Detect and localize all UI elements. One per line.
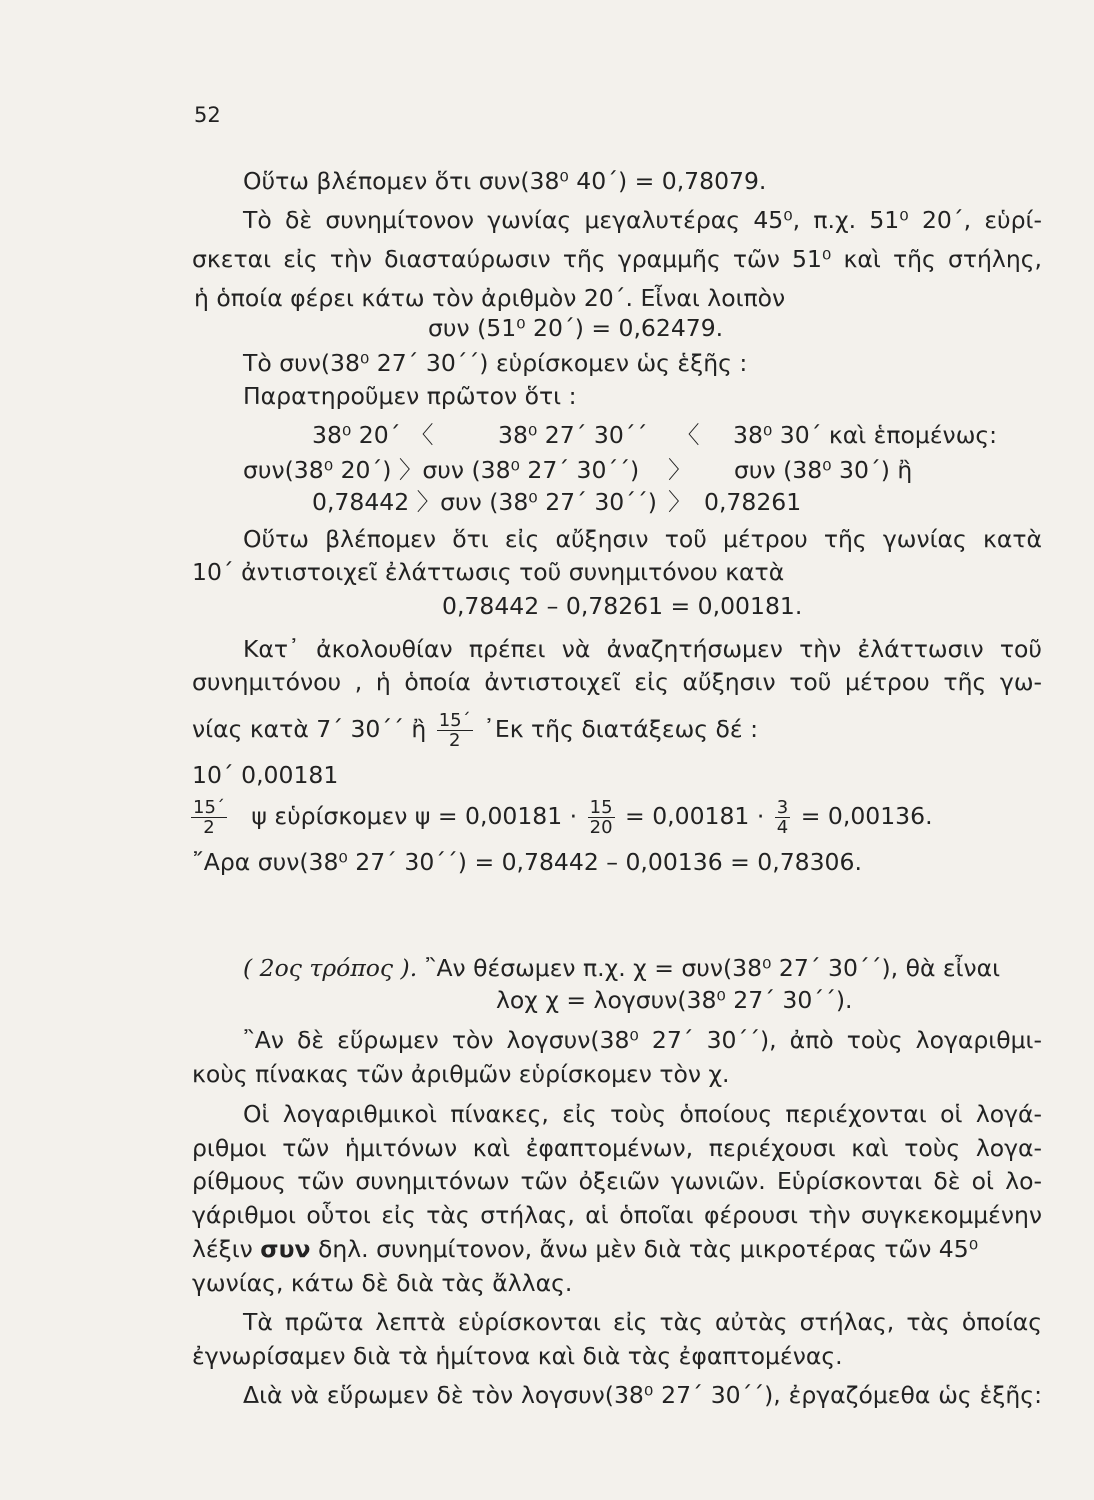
fraction-numerator: 3	[776, 797, 789, 818]
text-line-2: Τὸ δὲ συνημίτονον γωνίας μεγαλυτέρας 45⁰, π.χ. 51⁰ 20΄, εὑρί-	[243, 206, 1042, 234]
ineq-3-left: 0,78442 〉συν (38⁰ 27΄ 30΄΄)	[312, 488, 657, 516]
equation-result: ῎Αρα συν(38⁰ 27΄ 30΄΄) = 0,78442 – 0,00136 = 0,78306.	[192, 848, 862, 876]
equation-log: λοχ χ = λογσυν(38⁰ 27΄ 30΄΄).	[496, 986, 853, 1014]
text-line-27: γάριθμοι οὗτοι εἰς τὰς στήλας, αἱ ὁποῖαι φέρουσι τὴν συγκεκομμένην	[192, 1201, 1042, 1229]
text-line-7: Παρατηροῦμεν πρῶτον ὅτι :	[243, 382, 577, 410]
text-line-11: Οὕτω βλέπομεν ὅτι εἰς αὔξησιν τοῦ μέτρου τῆς γωνίας κατὰ	[243, 525, 1042, 553]
ineq-1-right: 38⁰ 30΄ καὶ ἑπομένως:	[733, 421, 998, 449]
ineq-1-sign-b: 〈	[676, 421, 700, 449]
text-line-22: ῍Αν δὲ εὕρωμεν τὸν λογσυν(38⁰ 27΄ 30΄΄), ἀπὸ τοὺς λογαριθμι-	[243, 1026, 1042, 1054]
text-line-23: κοὺς πίνακας τῶν ἀριθμῶν εὑρίσκομεν τὸν χ.	[192, 1060, 730, 1088]
psi-text-a: ψ εὑρίσκομεν ψ = 0,00181 ·	[251, 802, 578, 830]
fraction-15prime-over-2	[191, 798, 227, 837]
page-number: 52	[194, 103, 221, 127]
ineq-2-right: συν (38⁰ 30΄) ἢ	[734, 456, 913, 484]
text-line-29: γωνίας, κάτω δὲ διὰ τὰς ἄλλας.	[192, 1269, 573, 1297]
ineq-3-sign: 〉	[668, 488, 692, 516]
line-16-text-a: νίας κατὰ 7΄ 30΄΄ ἢ	[192, 715, 427, 743]
bold-word-syn: συν	[260, 1235, 311, 1263]
text-line-1: Οὕτω βλέπομεν ὅτι συν(38⁰ 40΄) = 0,78079.	[243, 167, 767, 195]
text-line-30: Τὰ πρῶτα λεπτὰ εὑρίσκονται εἰς τὰς αὐτὰς στήλας, τὰς ὁποίας	[243, 1308, 1042, 1336]
psi-text-c: = 0,00136.	[800, 802, 933, 830]
equation-difference: 0,78442 – 0,78261 = 0,00181.	[442, 592, 803, 620]
line-28-text-c: δηλ. συνημίτονον, ἄνω μὲν διὰ τὰς μικροτέρας τῶν 45⁰	[317, 1235, 979, 1263]
fraction-denominator: 2	[203, 817, 215, 838]
text-line-12: 10΄ ἀντιστοιχεῖ ἐλάττωσις τοῦ συνημιτόνου κατὰ	[192, 558, 785, 586]
ineq-1-left: 38⁰ 20΄	[312, 421, 401, 449]
ineq-3-right: 0,78261	[704, 488, 802, 516]
line-16-text-b: ᾽Εκ τῆς διατάξεως δέ :	[483, 715, 759, 743]
equation-psi	[188, 794, 933, 838]
fraction-denominator: 20	[589, 817, 613, 838]
text-line-14: Κατ᾽ ἀκολουθίαν πρέπει νὰ ἀναζητήσωμεν τὴν ἐλάττωσιν τοῦ	[243, 635, 1042, 663]
fraction-3-over-4	[775, 798, 790, 837]
text-line-15: συνημιτόνου , ἡ ὁποία ἀντιστοιχεῖ εἰς αὔξησιν τοῦ μέτρου τῆς γω-	[192, 668, 1042, 696]
text-line-16	[192, 707, 758, 751]
fraction-numerator: 15΄	[438, 710, 471, 731]
text-line-32: Διὰ νὰ εὕρωμεν δὲ τὸν λογσυν(38⁰ 27΄ 30΄΄), ἐργαζόμεθα ὡς ἑξῆς:	[243, 1381, 1042, 1409]
text-line-26: ρίθμους τῶν συνημιτόνων τῶν ὀξειῶν γωνιῶν. Εὑρίσκονται δὲ οἱ λο-	[192, 1167, 1042, 1195]
fraction-15-over-2	[437, 711, 473, 750]
ineq-2-sign: 〉	[668, 456, 692, 484]
psi-text-b: = 0,00181 ·	[625, 802, 765, 830]
text-line-5: συν (51⁰ 20΄) = 0,62479.	[428, 314, 724, 342]
fraction-numerator: 15΄	[193, 797, 225, 818]
text-line-24: Οἱ λογαριθμικοὶ πίνακες, εἰς τοὺς ὁποίους περιέχονται οἱ λογά-	[243, 1100, 1042, 1128]
second-method-heading: ( 2ος τρόπος ).	[243, 954, 418, 982]
line-20-text: ῍Αν θέσωμεν π.χ. χ = συν(38⁰ 27΄ 30΄΄), θὰ εἶναι	[424, 954, 1001, 982]
fraction-numerator: 15	[589, 797, 613, 818]
text-line-28	[192, 1234, 978, 1264]
fraction-15-over-20	[588, 798, 615, 837]
text-line-3: σκεται εἰς τὴν διασταύρωσιν τῆς γραμμῆς τῶν 51⁰ καὶ τῆς στήλης,	[192, 245, 1042, 273]
fraction-denominator: 4	[776, 817, 789, 838]
line-28-text-a: λέξιν	[192, 1235, 253, 1263]
text-line-20	[243, 953, 1000, 983]
text-line-25: ριθμοι τῶν ἡμιτόνων καὶ ἐφαπτομένων, περιέχουσι καὶ τοὺς λογα-	[192, 1134, 1042, 1162]
ineq-1-mid: 38⁰ 27΄ 30΄΄	[498, 421, 648, 449]
text-line-6: Τὸ συν(38⁰ 27΄ 30΄΄) εὑρίσκομεν ὡς ἑξῆς :	[243, 349, 748, 377]
fraction-denominator: 2	[448, 730, 461, 751]
text-line-31: ἐγνωρίσαμεν διὰ τὰ ἡμίτονα καὶ διὰ τὰς ἐφαπτομένας.	[192, 1342, 843, 1370]
text-line-4: ἡ ὁποία φέρει κάτω τὸν ἀριθμὸν 20΄. Εἶναι λοιπὸν	[194, 284, 786, 312]
ineq-1-sign-a: 〈	[410, 421, 434, 449]
ineq-2-left: συν(38⁰ 20΄) 〉συν (38⁰ 27΄ 30΄΄)	[243, 456, 640, 484]
text-line-17: 10΄ 0,00181	[192, 761, 339, 789]
